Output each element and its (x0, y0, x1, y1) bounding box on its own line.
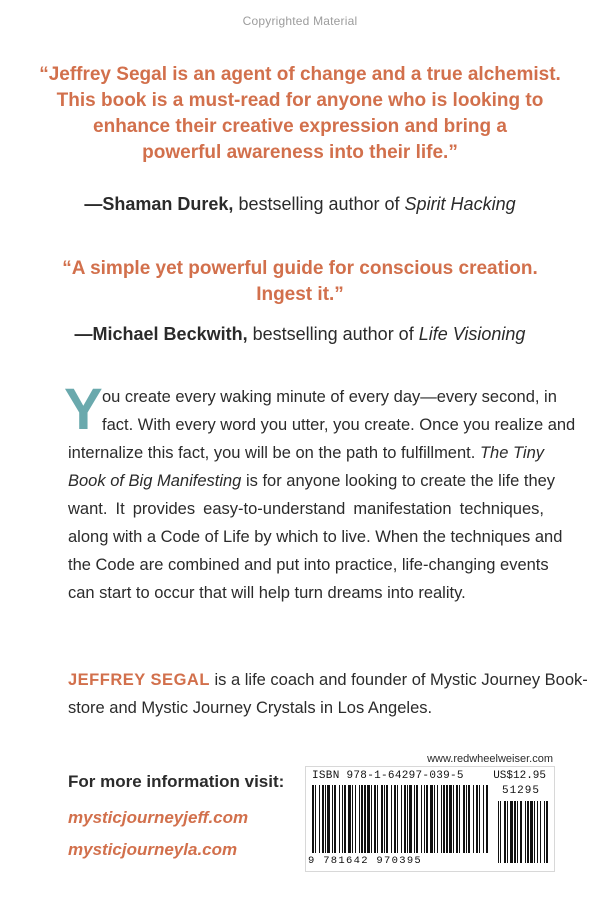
barcode-addon-bar (517, 801, 518, 863)
barcode-bar (401, 785, 402, 853)
attribution-prefix: — (74, 324, 93, 344)
barcode-bar (476, 785, 478, 853)
barcode-bar (463, 785, 465, 853)
quote-line: This book is a must-read for anyone who is looking to (56, 90, 544, 111)
author-bio-line (68, 666, 588, 694)
barcode-bar (361, 785, 363, 853)
barcode-addon-bar (540, 801, 541, 863)
barcode-bar (386, 785, 388, 853)
barcode-bar (381, 785, 383, 853)
barcode-bar (348, 785, 351, 853)
barcode-addon-bar (507, 801, 508, 863)
barcode-addon-bar (527, 801, 529, 863)
barcode-bar (404, 785, 406, 853)
barcode-addon-bar (498, 801, 499, 863)
barcode-bar (409, 785, 412, 853)
barcode-bar (312, 785, 314, 853)
barcode-bar (391, 785, 392, 853)
barcode-bar (434, 785, 435, 853)
barcode-bar (430, 785, 433, 853)
attribution-role: bestselling author of (233, 194, 405, 214)
attribution-book: Life Visioning (418, 324, 526, 344)
attribution-prefix: — (84, 194, 103, 214)
barcode-bar (315, 785, 316, 853)
barcode-bar (371, 785, 372, 853)
attribution-michael-beckwith (0, 322, 600, 346)
author-bio-text: is a life coach and founder of Mystic Journey Book- (209, 671, 588, 689)
barcode-bar (364, 785, 366, 853)
attribution-shaman-durek (0, 192, 600, 216)
attribution-book: Spirit Hacking (404, 194, 516, 214)
barcode-addon-bar (537, 801, 538, 863)
description-line: want. It provides easy-to-understand manifestation techniques, (68, 500, 544, 518)
book-title-italic: The Tiny (479, 444, 544, 462)
description-line: ou create every waking minute of every day—every second, in (102, 388, 557, 406)
author-name: JEFFREY SEGAL (68, 671, 210, 689)
barcode-bar (437, 785, 438, 853)
link-mysticjourneyjeff[interactable]: mysticjourneyjeff.com (68, 808, 249, 827)
description-line: the Code are combined and put into practice, life-changing events (68, 556, 549, 574)
barcode-addon-bar (514, 801, 516, 863)
barcode-bar (486, 785, 488, 853)
barcode-bar (453, 785, 454, 853)
barcode-bar (443, 785, 445, 853)
quote-line: Ingest it.” (256, 284, 344, 305)
barcode-bar (352, 785, 353, 853)
barcode-bar (449, 785, 452, 853)
barcode-bar (426, 785, 428, 853)
barcode-bar (468, 785, 470, 853)
copyright-notice: Copyrighted Material (242, 14, 358, 28)
quote-michael-beckwith (0, 256, 600, 308)
description-line: can start to occur that will help turn dreams into reality. (68, 584, 466, 602)
barcode-bar (327, 785, 330, 853)
barcode-bar (344, 785, 346, 853)
barcode-bar (339, 785, 340, 853)
barcode-bar (466, 785, 467, 853)
link-mysticjourneyla[interactable]: mysticjourneyla.com (68, 840, 238, 859)
barcode-addon-bar (544, 801, 545, 863)
description-line: fact. With every word you utter, you create. Once you realize and (102, 416, 576, 434)
barcode-addon-bar (525, 801, 526, 863)
description-line: along with a Code of Life by which to live. When the techniques and (68, 528, 563, 546)
barcode-block (305, 766, 555, 872)
attribution-role: bestselling author of (247, 324, 419, 344)
barcode-bar (424, 785, 425, 853)
barcode-bar (377, 785, 378, 853)
barcode-bar (414, 785, 415, 853)
barcode-bar (421, 785, 422, 853)
description-line (68, 439, 544, 467)
attribution-name: Shaman Durek, (102, 194, 234, 214)
barcode-addon-bar (530, 801, 533, 863)
quote-shaman-durek (0, 62, 600, 166)
barcode-bar (416, 785, 418, 853)
barcode-bar (325, 785, 326, 853)
more-info-block (68, 770, 308, 866)
quote-line: “Jeffrey Segal is an agent of change and a true alchemist. (39, 64, 561, 85)
barcode-bar (319, 785, 320, 853)
attribution-name: Michael Beckwith, (92, 324, 248, 344)
barcode-bar (342, 785, 343, 853)
barcode-bar (332, 785, 333, 853)
quote-line: enhance their creative expression and bring a (93, 116, 507, 137)
barcode-addon-bar (510, 801, 513, 863)
description-segment: internalize this fact, you will be on the path to fulfillment. (68, 444, 480, 462)
author-bio (68, 666, 588, 722)
quote-line: “A simple yet powerful guide for conscious creation. (62, 258, 538, 279)
more-info-title: For more information visit: (68, 772, 285, 791)
barcode-addon-bar (500, 801, 501, 863)
barcode-bar (384, 785, 385, 853)
barcode-bar (479, 785, 480, 853)
barcode-addon-bar (520, 801, 522, 863)
barcode-bar (456, 785, 458, 853)
barcode-bar (446, 785, 448, 853)
author-bio-line: store and Mystic Journey Crystals in Los Angeles. (68, 699, 433, 717)
price-label: US$12.95 (493, 770, 546, 782)
price-code: 51295 (501, 785, 540, 797)
barcode-bar (359, 785, 360, 853)
barcode-addon-bar (546, 801, 548, 863)
barcode-bar (322, 785, 324, 853)
barcode-bar (407, 785, 408, 853)
barcode-addon-bar (504, 801, 506, 863)
barcode-bar (473, 785, 474, 853)
description-line (68, 467, 556, 495)
barcode-bar (459, 785, 460, 853)
book-title-italic: Book of Big Manifesting (68, 472, 242, 490)
barcode-bar (367, 785, 370, 853)
barcode-bar (334, 785, 336, 853)
barcode-bar (374, 785, 376, 853)
drop-cap: Y (64, 377, 103, 442)
quote-line: powerful awareness into their life.” (142, 142, 458, 163)
barcode-digits: 9 781642 970395 (308, 855, 423, 867)
barcode-bar (394, 785, 396, 853)
publisher-url: www.redwheelweiser.com (427, 753, 553, 765)
description-segment: is for anyone looking to create the life they (241, 472, 556, 490)
isbn-label: ISBN 978-1-64297-039-5 (312, 770, 464, 782)
barcode-bar (355, 785, 356, 853)
barcode-bar (397, 785, 398, 853)
barcode-bar (483, 785, 484, 853)
barcode-bar (441, 785, 442, 853)
book-description (68, 383, 576, 607)
barcode-addon-bar (534, 801, 535, 863)
